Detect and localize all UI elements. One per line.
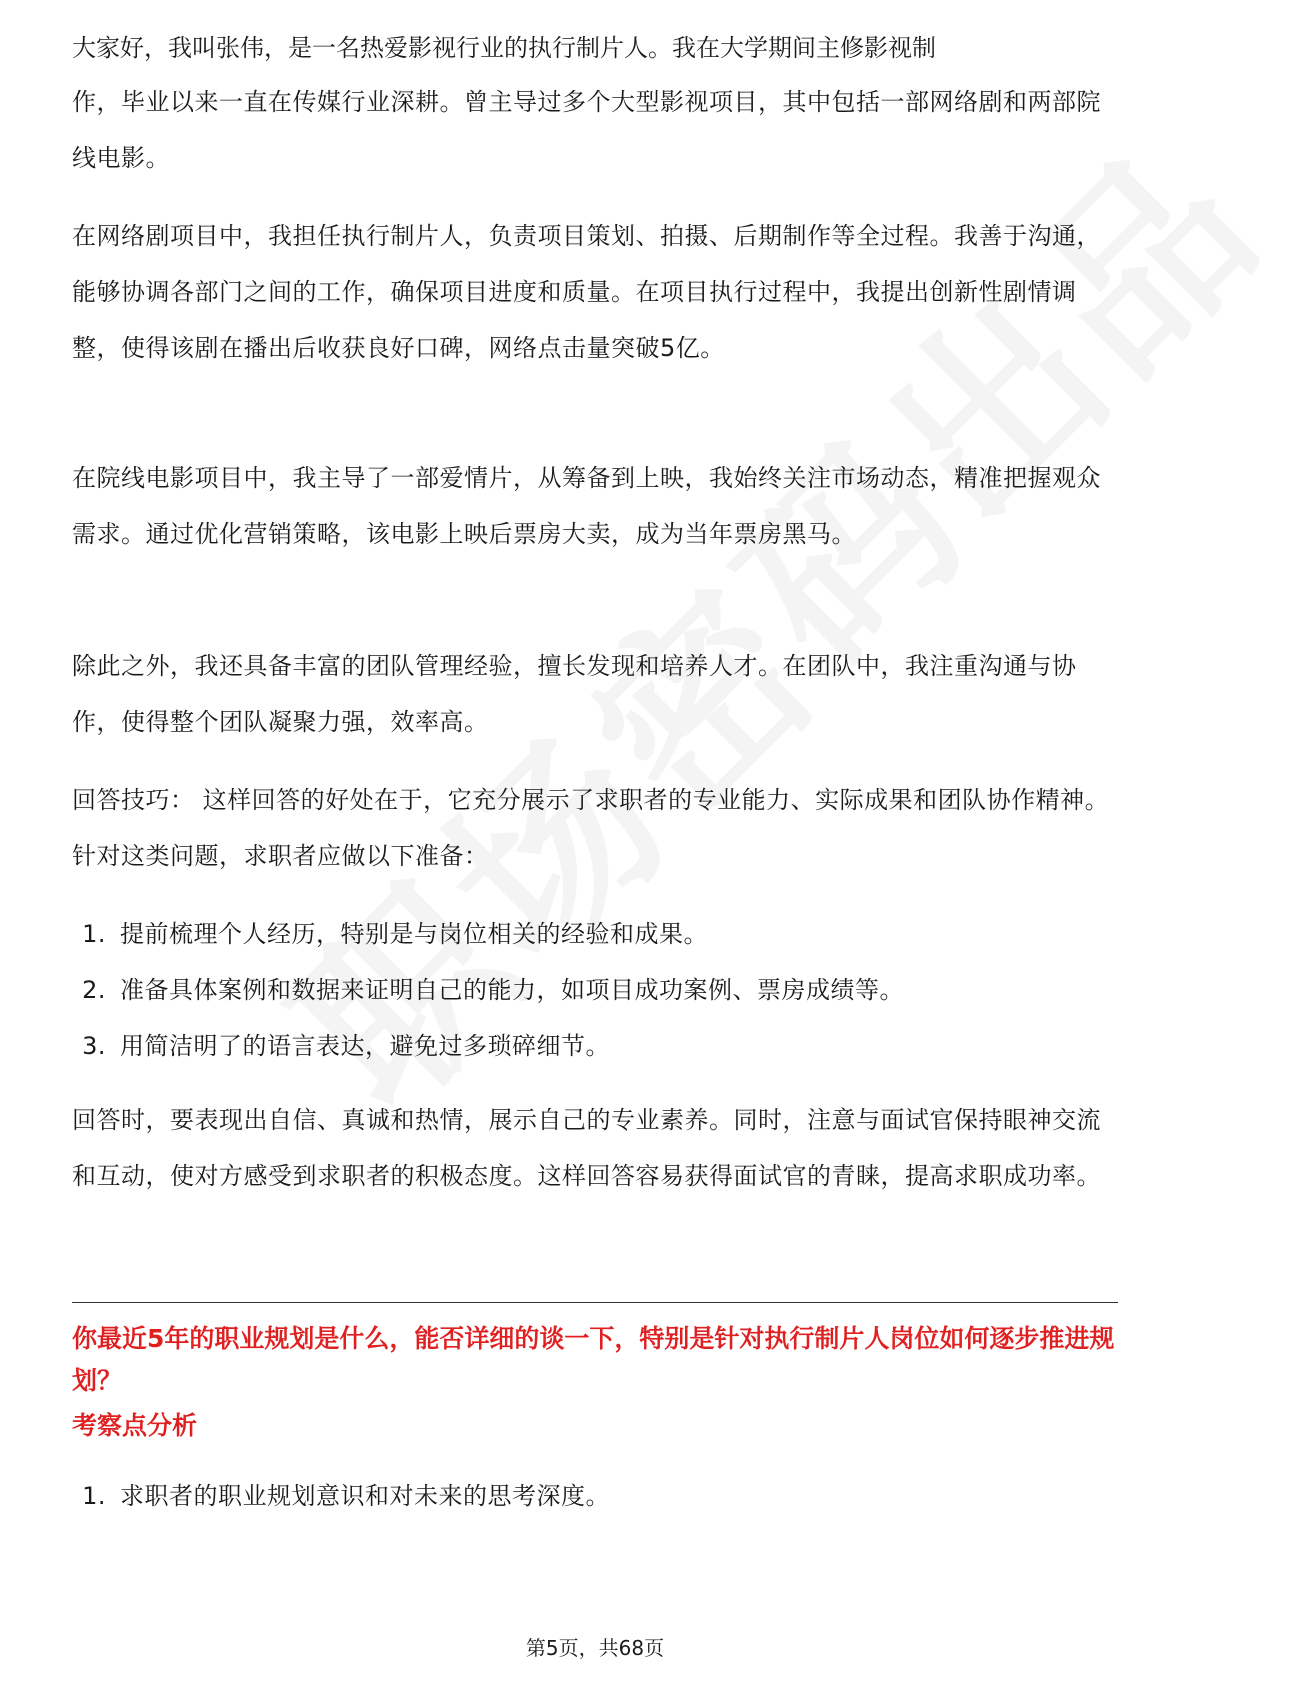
- paragraph-web-series: 在网络剧项目中，我担任执行制片人，负责项目策划、拍摄、后期制作等全过程。我善于沟通，能够协调各部门之间的工作，确保项目进度和质量。在项目执行过程中，我提出创新性剧情调整，使得该剧在播出后收获良好口碑，网络点击量突破5亿。: [72, 222, 1101, 362]
- section-divider: [72, 1302, 1118, 1303]
- page-footer: 第5页，共68页: [525, 1636, 665, 1660]
- paragraph-tips-intro: 回答技巧： 这样回答的好处在于，它充分展示了求职者的专业能力、实际成果和团队协作精神。针对这类问题，求职者应做以下准备：: [72, 786, 1110, 870]
- list-item: [72, 962, 1118, 1018]
- list-number: 1.: [82, 920, 106, 948]
- list-text: 提前梳理个人经历，特别是与岗位相关的经验和成果。: [120, 920, 708, 948]
- cut-off-top-line: 大家好，我叫张伟，是一名热爱影视行业的执行制片人。我在大学期间主修影视制: [72, 34, 936, 62]
- paragraph-intro: 作，毕业以来一直在传媒行业深耕。曾主导过多个大型影视项目，其中包括一部网络剧和两部院线电影。: [72, 88, 1101, 172]
- analysis-heading: 考察点分析: [72, 1411, 198, 1440]
- list-number: 2.: [82, 976, 106, 1004]
- list-text: 求职者的职业规划意识和对未来的思考深度。: [120, 1482, 610, 1510]
- list-text: 准备具体案例和数据来证明自己的能力，如项目成功案例、票房成绩等。: [120, 976, 904, 1004]
- list-number: 3.: [82, 1032, 106, 1060]
- analysis-list: [72, 1468, 1118, 1524]
- list-item: [72, 906, 1118, 962]
- paragraph-closing: 回答时，要表现出自信、真诚和热情，展示自己的专业素养。同时，注意与面试官保持眼神交流和互动，使对方感受到求职者的积极态度。这样回答容易获得面试官的青睐，提高求职成功率。: [72, 1106, 1101, 1190]
- question-heading: 你最近5年的职业规划是什么，能否详细的谈一下，特别是针对执行制片人岗位如何逐步推进规划？: [72, 1324, 1115, 1395]
- list-item: [72, 1018, 1118, 1074]
- list-text: 用简洁明了的语言表达，避免过多琐碎细节。: [120, 1032, 610, 1060]
- tips-list: [72, 906, 1118, 1074]
- list-item: [72, 1468, 1118, 1524]
- list-number: 1.: [82, 1482, 106, 1510]
- paragraph-film: 在院线电影项目中，我主导了一部爱情片，从筹备到上映，我始终关注市场动态，精准把握观众需求。通过优化营销策略，该电影上映后票房大卖，成为当年票房黑马。: [72, 464, 1101, 548]
- paragraph-team: 除此之外，我还具备丰富的团队管理经验，擅长发现和培养人才。在团队中，我注重沟通与协作，使得整个团队凝聚力强，效率高。: [72, 652, 1077, 736]
